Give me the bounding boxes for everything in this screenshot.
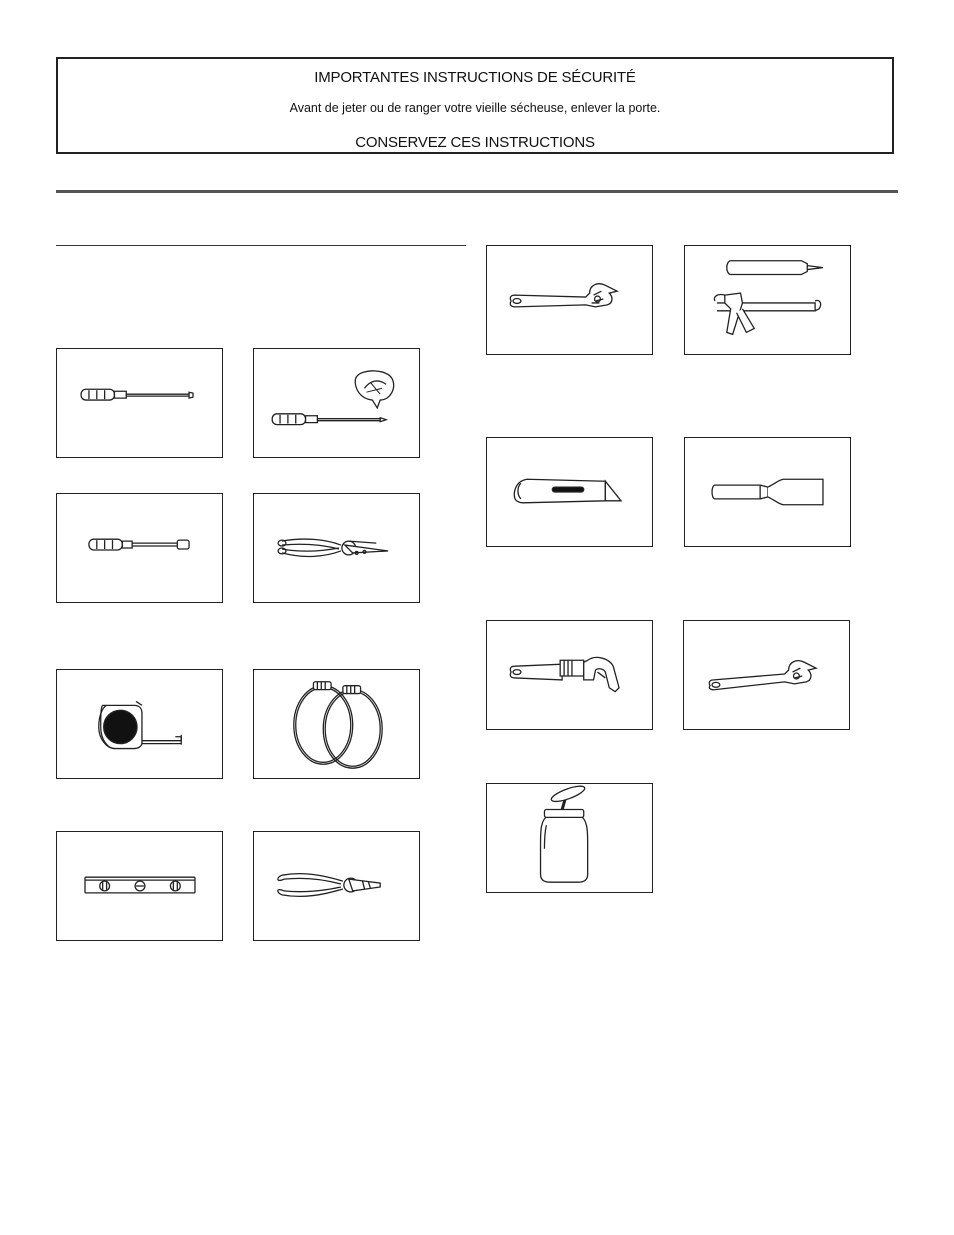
tool-pliers	[253, 831, 420, 941]
safety-title: IMPORTANTES INSTRUCTIONS DE SÉCURITÉ	[314, 69, 636, 86]
tool-adjustable-wrench	[486, 245, 653, 355]
tool-adjustable-wrench-small	[683, 620, 850, 730]
tool-pipe-compound-jar	[486, 783, 653, 893]
hose-clamps-icon	[254, 670, 419, 778]
section-divider	[56, 190, 898, 193]
phillips-screwdriver-icon	[254, 349, 419, 457]
flat-screwdriver-icon	[57, 349, 222, 457]
safety-instructions-box	[56, 57, 894, 154]
putty-knife-icon	[685, 438, 850, 546]
pliers-icon	[254, 832, 419, 940]
safety-footer: CONSERVEZ CES INSTRUCTIONS	[355, 134, 595, 151]
tool-hose-clamps	[253, 669, 420, 779]
tool-putty-knife	[684, 437, 851, 547]
tool-level	[56, 831, 223, 941]
utility-knife-icon	[487, 438, 652, 546]
tool-tape-measure	[56, 669, 223, 779]
adjustable-wrench-icon	[487, 246, 652, 354]
adjustable-wrench-small-icon	[684, 621, 849, 729]
nut-driver-icon	[57, 494, 222, 602]
caulking-gun-icon	[685, 246, 850, 354]
tool-flat-screwdriver	[56, 348, 223, 458]
level-icon	[57, 832, 222, 940]
tool-pipe-wrench	[486, 620, 653, 730]
tool-tin-snips	[253, 493, 420, 603]
safety-text: Avant de jeter ou de ranger votre vieille sécheuse, enlever la porte.	[289, 101, 661, 115]
tool-caulking-gun	[684, 245, 851, 355]
pipe-compound-jar-icon	[487, 784, 652, 892]
tool-phillips-screwdriver	[253, 348, 420, 458]
tool-nut-driver	[56, 493, 223, 603]
column-divider	[56, 245, 466, 246]
tape-measure-icon	[57, 670, 222, 778]
pipe-wrench-icon	[487, 621, 652, 729]
tool-utility-knife	[486, 437, 653, 547]
tin-snips-icon	[254, 494, 419, 602]
